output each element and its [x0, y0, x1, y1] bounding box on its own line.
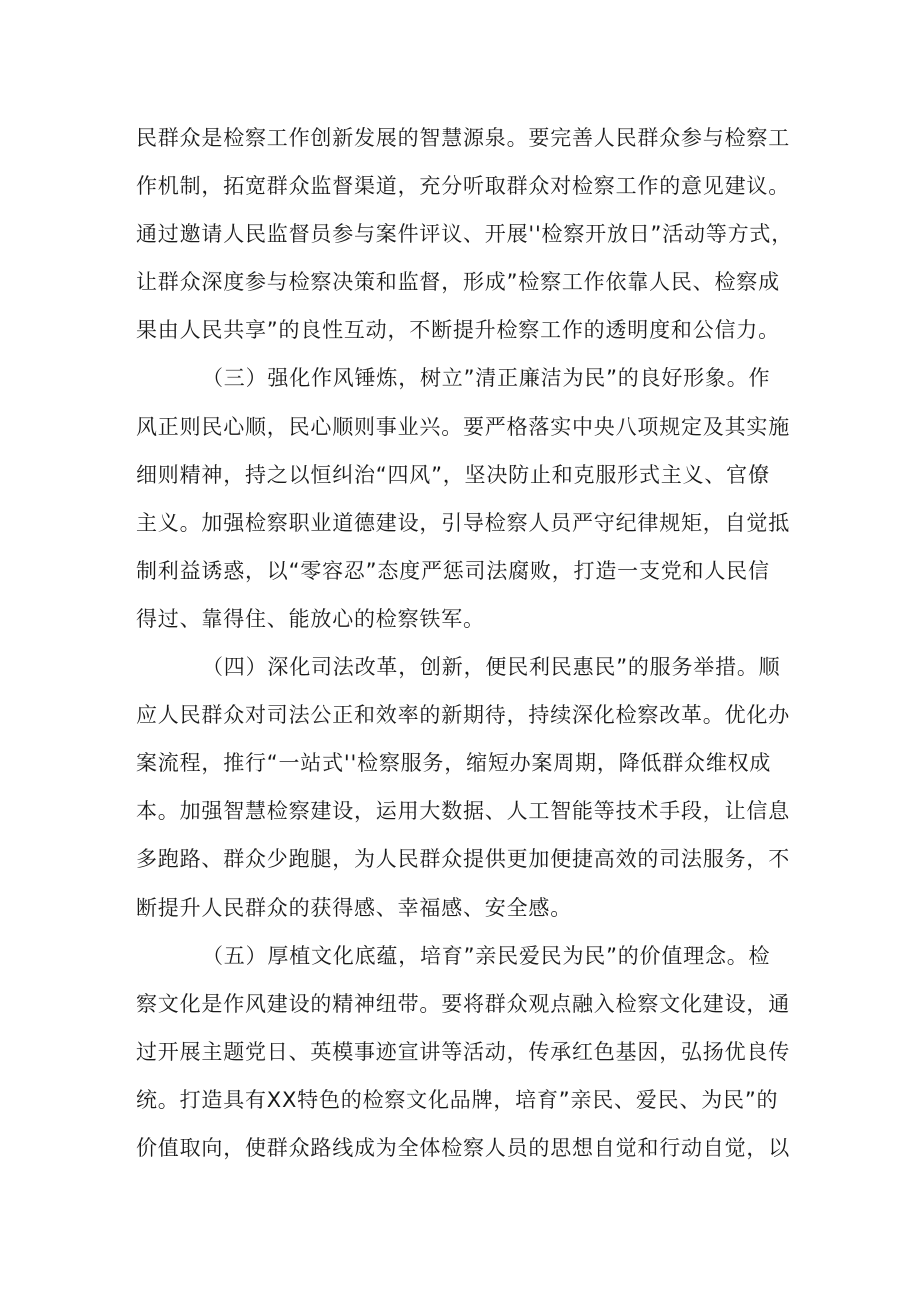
- text-line: 让群众深度参与检察决策和监督，形成”检察工作依靠人民、检察成: [136, 270, 780, 295]
- text-line: 断提升人民群众的获得感、幸福感、安全感。: [136, 895, 572, 920]
- text-line: 民群众是检察工作创新发展的智慧源泉。要完善人民群众参与检察工: [136, 126, 790, 150]
- text-line: 制利益诱惑，以“零容忍”态度严惩司法腐败，打造一支党和人民信: [136, 558, 770, 583]
- text-line: 多跑路、群众少跑腿，为人民群众提供更加便捷高效的司法服务，不: [136, 847, 790, 872]
- text-line: 应人民群众对司法公正和效率的新期待，持续深化检察改革。优化办: [136, 703, 790, 728]
- document-body: [136, 114, 800, 1172]
- text-line: 风正则民心顺，民心顺则事业兴。要严格落实中央八项规定及其实施: [136, 414, 790, 439]
- text-line: 价值取向，使群众路线成为全体检察人员的思想自觉和行动自觉，以: [136, 1135, 790, 1160]
- text-line: 察文化是作风建设的精神纽带。要将群众观点融入检察文化建设，通: [136, 991, 790, 1016]
- paragraph-first-line: （四）深化司法改革，创新，便民利民惠民”的服务举措。顺: [202, 655, 781, 680]
- text-line: 果由人民共享”的良性互动，不断提升检察工作的透明度和公信力。: [136, 318, 780, 343]
- text-line: 作机制，拓宽群众监督渠道，充分听取群众对检察工作的意见建议。: [136, 174, 790, 199]
- text-line: 通过邀请人民监督员参与案件评议、开展''检察开放日”活动等方式，: [136, 222, 794, 247]
- text-line: 细则精神，持之以恒纠治“四风”，坚决防止和克服形式主义、官僚: [136, 462, 770, 487]
- paragraph-first-line: （三）强化作风锤炼，树立”清正廉洁为民”的良好形象。作: [202, 366, 771, 391]
- text-line: 本。加强智慧检察建设，运用大数据、人工智能等技术手段，让信息: [136, 799, 790, 824]
- text-line: 统。打造具有XX特色的检察文化品牌，培育”亲民、爱民、为民”的: [136, 1087, 779, 1112]
- text-line: 过开展主题党日、英模事迹宣讲等活动，传承红色基因，弘扬优良传: [136, 1039, 790, 1064]
- text-line: 主义。加强检察职业道德建设，引导检察人员严守纪律规矩，自觉抵: [136, 510, 790, 535]
- paragraph-first-line: （五）厚植文化底蕴，培育”亲民爱民为民”的价值理念。检: [202, 943, 771, 968]
- text-line: 案流程，推行“一站式''检察服务，缩短办案周期，降低群众维权成: [136, 751, 772, 776]
- text-line: 得过、靠得住、能放心的检察铁军。: [136, 606, 485, 631]
